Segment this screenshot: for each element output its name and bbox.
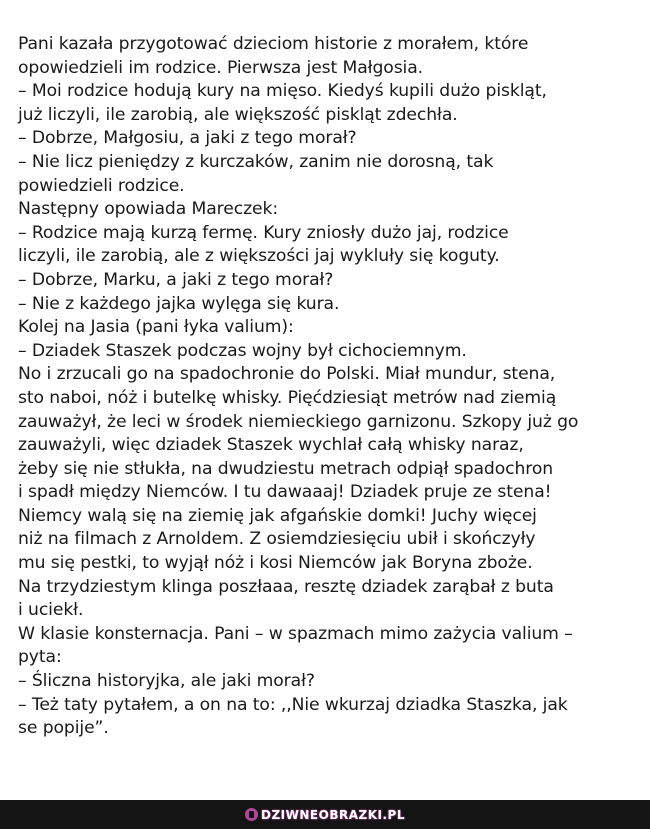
story-line: i spadł między Niemców. I tu dawaaaj! Dziadek pruje ze stena! [18,482,552,503]
story-line: i uciekł. [18,600,84,621]
logo-text: DZIWNEOBRAZKI.PL [261,807,405,822]
story-line: Następny opowiada Mareczek: [18,199,279,220]
story-line: – Nie z każdego jajka wylęga się kura. [18,293,340,314]
story-line: Na trzydziestym klinga poszłaaa, resztę dziadek zarąbał z buta [18,576,554,597]
story-line: mu się pestki, to wyjął nóż i kosi Niemców jak Boryna zboże. [18,553,533,574]
site-logo[interactable] [245,808,405,822]
story-line: W klasie konsternacja. Pani – w spazmach mimo zażycia valium – [18,623,573,644]
story-line: No i zrzucali go na spadochronie do Polski. Miał mundur, stena, [18,364,556,385]
story-line: Niemcy walą się na ziemię jak afgańskie domki! Juchy więcej [18,505,537,526]
story-line: – Dobrze, Marku, a jaki z tego morał? [18,269,334,290]
story-line: zauważyli, więc dziadek Staszek wychlał całą whisky naraz, [18,435,524,456]
story-line: – Nie licz pieniędzy z kurczaków, zanim nie dorosną, tak [18,151,494,172]
logo-icon [245,808,258,821]
story-line: niż na filmach z Arnoldem. Z osiemdziesięciu ubił i skończyły [18,529,536,550]
story-line: – Dobrze, Małgosiu, a jaki z tego morał? [18,128,357,149]
story-line: powiedzieli rodzice. [18,175,185,196]
story-line: – Też taty pytałem, a on na to: ,,Nie wkurzaj dziadka Staszka, jak [18,694,568,715]
footer-bar [0,800,650,829]
story-line: zauważył, że leci w środek niemieckiego garnizonu. Szkopy już go [18,411,579,432]
story-line: żeby się nie stłukła, na dwudziestu metrach odpiął spadochron [18,458,554,479]
story-line: – Śliczna historyjka, ale jaki morał? [18,671,315,692]
story-line: Pani kazała przygotować dzieciom historie z morałem, które [18,34,529,54]
story-line: – Rodzice mają kurzą fermę. Kury zniosły dużo jaj, rodzice [18,222,509,243]
story-line: – Dziadek Staszek podczas wojny był cichociemnym. [18,340,467,361]
story-line: opowiedzieli im rodzice. Pierwsza jest Małgosia. [18,57,424,78]
story-line: – Moi rodzice hodują kury na mięso. Kiedyś kupili dużo piskląt, [18,81,547,102]
story-line: już liczyli, ile zarobią, ale większość piskląt zdechła. [18,104,458,125]
story-line: se popije”. [18,718,109,739]
story-line: liczyli, ile zarobią, ale z większości jaj wykluły się koguty. [18,246,500,267]
story-line: pyta: [18,647,62,668]
story-text [18,33,632,741]
story-line: Kolej na Jasia (pani łyka valium): [18,317,294,338]
story-line: sto naboi, nóż i butelkę whisky. Pięćdziesiąt metrów nad ziemią [18,387,557,408]
